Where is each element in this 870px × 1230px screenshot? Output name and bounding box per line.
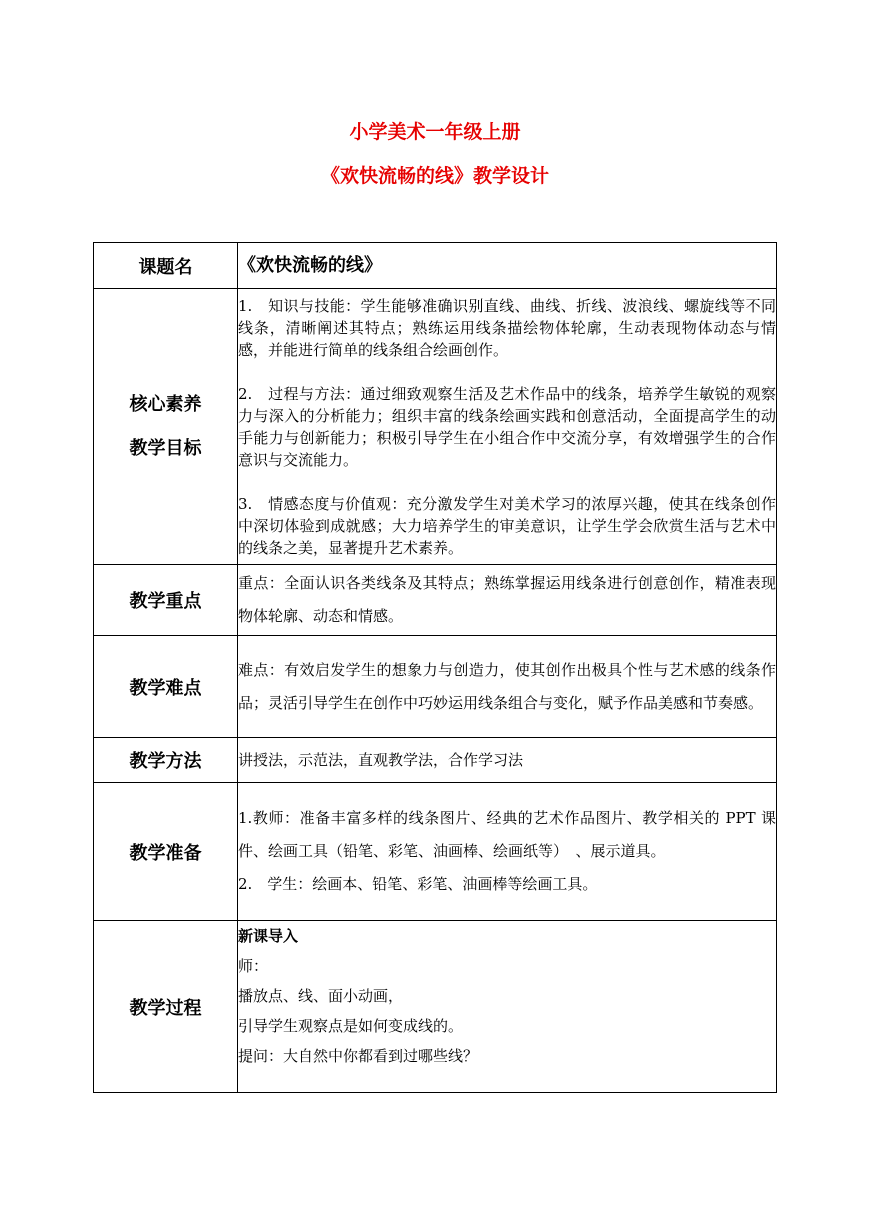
lesson-plan-table xyxy=(93,242,777,1093)
preparation-item: 1.教师：准备丰富多样的线条图片、经典的艺术作品图片、教学相关的 PPT 课件、绘画工具（铅笔、彩笔、油画棒、绘画纸等） 、展示道具。 xyxy=(238,809,776,860)
table-row-objectives xyxy=(94,289,777,565)
process-line: 提问：大自然中你都看到过哪些线？ xyxy=(238,1047,479,1065)
table-row-difficulties xyxy=(94,636,777,738)
difficulties-text: 难点：有效启发学生的想象力与创造力，使其创作出极具个性与艺术感的线条作品；灵活引导学生在创作中巧妙运用线条组合与变化，赋予作品美感和节奏感。 xyxy=(238,660,776,712)
preparation-label: 教学准备 xyxy=(94,783,238,921)
methods-label: 教学方法 xyxy=(94,738,238,783)
document-title: 小学美术一年级上册 xyxy=(349,121,521,143)
objectives-content xyxy=(238,289,777,565)
topic-title: 《欢快流畅的线》 xyxy=(238,254,382,276)
table-row-key-points xyxy=(94,565,777,636)
objectives-label-line1: 核心素养 xyxy=(129,393,202,415)
difficulties-label: 教学难点 xyxy=(94,636,238,738)
table-row-topic xyxy=(94,243,777,289)
process-label: 教学过程 xyxy=(94,921,238,1093)
objectives-label xyxy=(94,289,238,565)
objectives-label-line2: 教学目标 xyxy=(129,437,202,459)
table-row-methods xyxy=(94,738,777,783)
difficulties-content xyxy=(238,636,777,738)
key-points-label: 教学重点 xyxy=(94,565,238,636)
preparation-content xyxy=(238,783,777,921)
process-content xyxy=(238,921,777,1093)
process-line: 播放点、线、面小动画， xyxy=(238,987,404,1005)
process-heading: 新课导入 xyxy=(238,927,299,945)
table-row-preparation xyxy=(94,783,777,921)
topic-label: 课题名 xyxy=(94,243,238,289)
objective-item: 2. 过程与方法：通过细致观察生活及艺术作品中的线条，培养学生敏锐的观察力与深入的分析能力；组织丰富的线条绘画实践和创意活动，全面提高学生的动手能力与创新能力；积极引导学生在小组合作中交流分享，有效增强学生的合作意识与交流能力。 xyxy=(238,384,776,469)
topic-value xyxy=(238,243,777,289)
preparation-item: 2. 学生：绘画本、铅笔、彩笔、油画棒等绘画工具。 xyxy=(238,875,598,893)
methods-content xyxy=(238,738,777,783)
objective-item: 1. 知识与技能：学生能够准确识别直线、曲线、折线、波浪线、螺旋线等不同线条，清晰阐述其特点；熟练运用线条描绘物体轮廓，生动表现物体动态与情感，并能进行简单的线条组合绘画创作。 xyxy=(238,296,776,359)
process-line: 引导学生观察点是如何变成线的。 xyxy=(238,1017,464,1035)
document-subtitle: 《欢快流畅的线》教学设计 xyxy=(320,165,549,187)
table-row-process xyxy=(94,921,777,1093)
process-line: 师： xyxy=(238,957,269,975)
key-points-content xyxy=(238,565,777,636)
methods-text: 讲授法，示范法，直观教学法，合作学习法 xyxy=(238,751,524,769)
key-points-text: 重点：全面认识各类线条及其特点；熟练掌握运用线条进行创意创作，精准表现物体轮廓、动态和情感。 xyxy=(238,574,776,625)
objective-item: 3. 情感态度与价值观：充分激发学生对美术学习的浓厚兴趣，使其在线条创作中深切体验到成就感；大力培养学生的审美意识，让学生学会欣赏生活与艺术中的线条之美，显著提升艺术素养。 xyxy=(238,494,776,557)
